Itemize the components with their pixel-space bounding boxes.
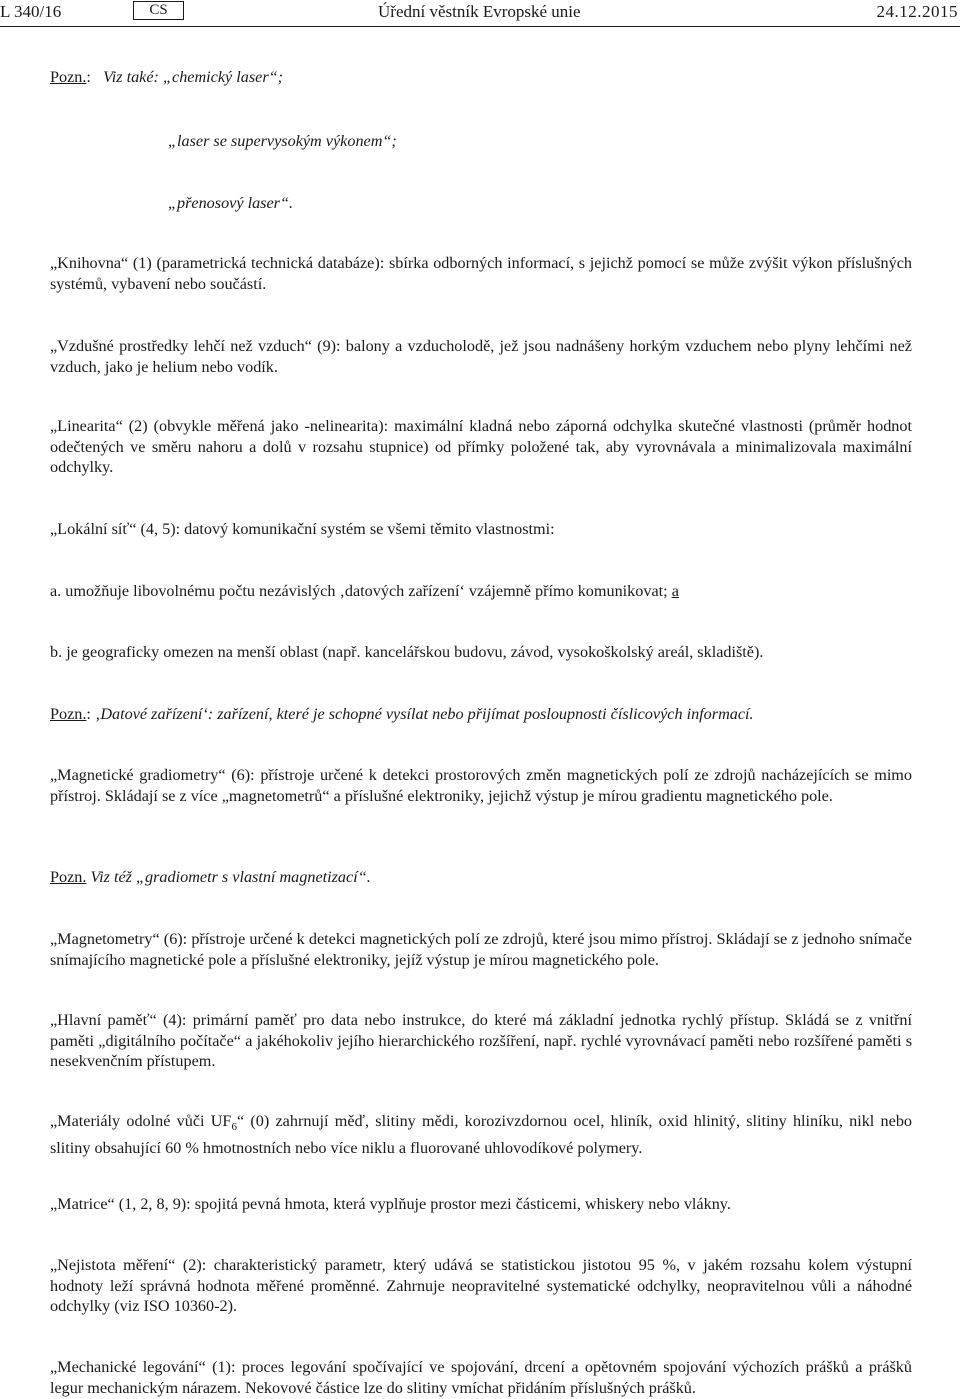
note-colon: : xyxy=(86,68,91,86)
definition-lokalni-sit: „Lokální síť“ (4, 5): datový komunikační systém se všemi těmito vlastnostmi: xyxy=(50,520,555,538)
definition-magneticke-gradiometry: „Magnetické gradiometry“ (6): přístroje určené k detekci prostorových změn magnetických polí ze zdrojů nacházejících se mimo přístroj. Skládají se z více „magnetometrů“ a příslušné elektroniky, jejichž výstup je mírou gradientu magnetického pole. xyxy=(50,766,912,805)
definition-matrice: „Matrice“ (1, 2, 8, 9): spojitá pevná hmota, která vyplňuje prostor mezi částicemi, whiskery nebo vlákny. xyxy=(50,1195,731,1213)
note-label: Pozn. xyxy=(50,68,87,86)
definition-hlavni-pamet: „Hlavní paměť“ (4): primární paměť pro data nebo instrukce, do které má základní jednotka rychlý přístup. Skládá se z vnitřní paměti „digitálního počítače“ a jakéhokoliv jejího hierarchického rozšíření, např. rychlé vyrovnávací paměti nebo rozšířené paměti s nesekvenčním přístupem. xyxy=(50,1011,912,1070)
note-text: Viz též „gradiometr s vlastní magnetizací“. xyxy=(90,868,371,886)
publication-date: 24.12.2015 xyxy=(876,2,958,21)
materialy-subscript: 6 xyxy=(231,1121,237,1133)
page-header xyxy=(0,0,960,34)
list-item-a-text: a. umožňuje libovolnému počtu nezávislých ‚datových zařízení‘ vzájemně přímo komunikovat; xyxy=(50,582,668,600)
definition-linearita: „Linearita“ (2) (obvykle měřená jako -nelinearita): maximální kladná nebo záporná odchylka skutečné vlastnosti (průměr hodnot odečtených ve směru nahoru a dolů v rozsahu stupnice) od přímky položené tak, aby vyrovnávala a minimalizovala maximální odchylky. xyxy=(50,417,912,476)
note-label: Pozn. xyxy=(50,705,87,723)
definition-nejistota-mereni: „Nejistota měření“ (2): charakteristický parametr, který udává se statistickou jistotou 95 %, v jakém rozsahu kolem výstupní hodnoty leží správná hodnota měřené proměnné. Zahrnuje neopravitelné systematické odchylky, neopravitelnou vůli a náhodné odchylky (viz ISO 10360-2). xyxy=(50,1256,912,1315)
language-badge: CS xyxy=(133,1,184,20)
list-item-a xyxy=(50,581,912,602)
note-colon: : xyxy=(86,705,91,723)
list-item-b: b. je geograficky omezen na menší oblast (např. kancelářskou budovu, závod, vysokoškolský areál, skladiště). xyxy=(50,643,764,661)
definition-magnetometry: „Magnetometry“ (6): přístroje určené k detekci magnetických polí ze zdrojů, které jsou mimo přístroj. Skládají se z jednoho snímače snímajícího magnetické pole a příslušné elektroniky, jejíž výstup je mírou magnetického pole. xyxy=(50,930,912,969)
list-item-a-conjunction: a xyxy=(671,582,679,600)
definition-vzdusne-prostredky: „Vzdušné prostředky lehčí než vzduch“ (9): balony a vzducholodě, jež jsou nadnášeny horkým vzduchem nebo plyny lehčími než vzduch, jako je helium nebo vodík. xyxy=(50,337,912,376)
see-also-term: „laser se supervysokým výkonem“; xyxy=(168,132,397,150)
see-also-term: „chemický laser“; xyxy=(163,68,284,86)
note-gradiometr xyxy=(50,867,912,888)
note-text: ‚Datové zařízení‘: zařízení, které je schopné vysílat nebo přijímat posloupnosti číslicových informací. xyxy=(94,705,754,723)
page-reference: L 340/16 xyxy=(0,2,62,21)
note-datove-zarizeni xyxy=(50,704,912,725)
see-also-term: „přenosový laser“. xyxy=(168,194,294,212)
note-label: Pozn. xyxy=(50,868,87,886)
note-see-also xyxy=(50,67,912,88)
journal-title: Úřední věstník Evropské unie xyxy=(378,2,581,21)
definition-mechanicke-legovani: „Mechanické legování“ (1): proces legování spočívající ve spojování, drcení a opětovném spojování výchozích prášků a prášků legur mechanickým nárazem. Nekovové částice lze do slitiny vmíchat přidáním příslušných prášků. xyxy=(50,1358,912,1397)
header-rule xyxy=(0,26,960,27)
definition-knihovna: „Knihovna“ (1) (parametrická technická databáze): sbírka odborných informací, s jejichž pomocí se může zvýšit výkon příslušných systémů, vybavení nebo součástí. xyxy=(50,254,912,293)
definition-materialy-uf6 xyxy=(50,1111,912,1158)
see-also-label: Viz také: xyxy=(103,68,159,86)
materialy-prefix: „Materiály odolné vůči UF xyxy=(50,1112,232,1130)
materialy-suffix: “ (0) zahrnují měď, slitiny mědi, korozivzdornou ocel, hliník, oxid hlinitý, slitiny hliníku, nikl nebo slitiny obsahující 60 % hmotnostních nebo více niklu a fluorované uhlovodíkové polymery. xyxy=(50,1112,913,1157)
